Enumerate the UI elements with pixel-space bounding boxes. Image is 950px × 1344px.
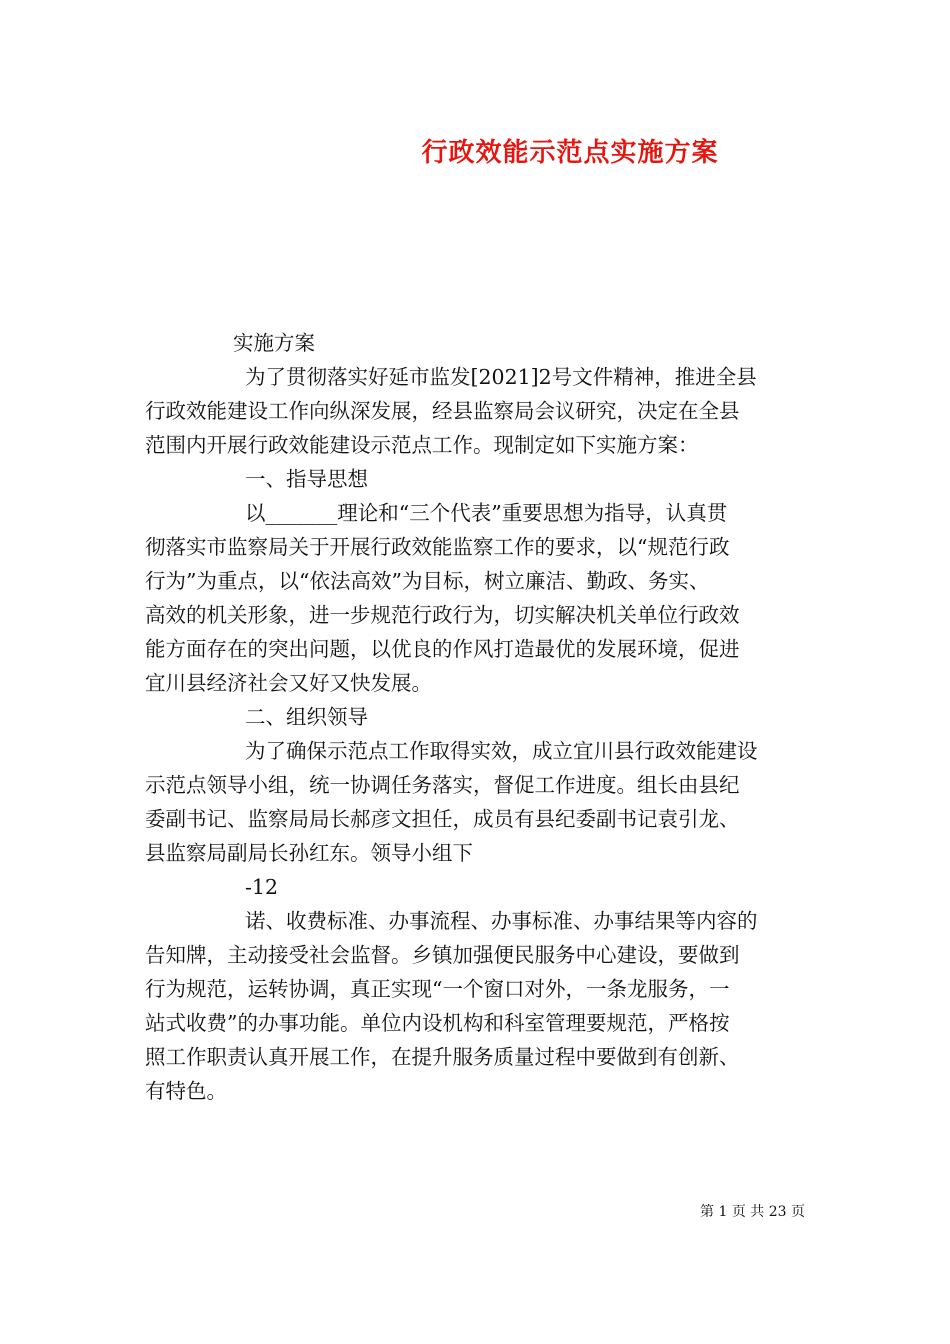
paragraph-line: 范围内开展行政效能建设示范点工作。现制定如下实施方案：: [145, 433, 699, 457]
paragraph-line: 告知牌，主动接受社会监督。乡镇加强便民服务中心建设，要做到: [145, 943, 740, 967]
paragraph-line: 以_______理论和“三个代表”重要思想为指导，认真贯: [245, 501, 728, 525]
paragraph-line: 为了贯彻落实好延市监发[2021]2号文件精神，推进全县: [245, 365, 757, 389]
paragraph-line: 照工作职责认真开展工作，在提升服务质量过程中要做到有创新、: [145, 1045, 740, 1069]
paragraph-line: 委副书记、监察局局长郝彦文担任，成员有县纪委副书记袁引龙、: [145, 807, 740, 831]
paragraph-line: 宜川县经济社会又好又快发展。: [145, 671, 432, 695]
paragraph-line: 为了确保示范点工作取得实效，成立宜川县行政效能建设: [245, 739, 758, 763]
page-number: 第 1 页 共 23 页: [700, 1204, 805, 1220]
page-marker: -12: [245, 875, 279, 899]
paragraph-line: 行政效能建设工作向纵深发展，经县监察局会议研究，决定在全县: [145, 399, 740, 423]
paragraph-line: 行为规范，运转协调，真正实现“一个窗口对外，一条龙服务，一: [145, 977, 730, 1001]
paragraph-line: 县监察局副局长孙红东。领导小组下: [145, 841, 473, 865]
paragraph-line: 示范点领导小组，统一协调任务落实，督促工作进度。组长由县纪: [145, 773, 740, 797]
document-title: 行政效能示范点实施方案: [421, 138, 719, 168]
document-body: [145, 326, 815, 1108]
paragraph-line: 诺、收费标准、办事流程、办事标准、办事结果等内容的: [245, 909, 758, 933]
paragraph-line: 站式收费”的办事功能。单位内设机构和科室管理要规范，严格按: [145, 1011, 730, 1035]
paragraph-line: 行为”为重点，以“依法高效”为目标，树立廉洁、勤政、务实、: [145, 569, 710, 593]
section-heading: 二、组织领导: [245, 705, 368, 729]
paragraph-line: 彻落实市监察局关于开展行政效能监察工作的要求，以“规范行政: [145, 535, 730, 559]
section-heading: 一、指导思想: [245, 467, 368, 491]
section-heading: 实施方案: [233, 331, 315, 355]
paragraph-line: 有特色。: [145, 1079, 227, 1103]
paragraph-line: 能方面存在的突出问题，以优良的作风打造最优的发展环境，促进: [145, 637, 740, 661]
paragraph-line: 高效的机关形象，进一步规范行政行为，切实解决机关单位行政效: [145, 603, 740, 627]
